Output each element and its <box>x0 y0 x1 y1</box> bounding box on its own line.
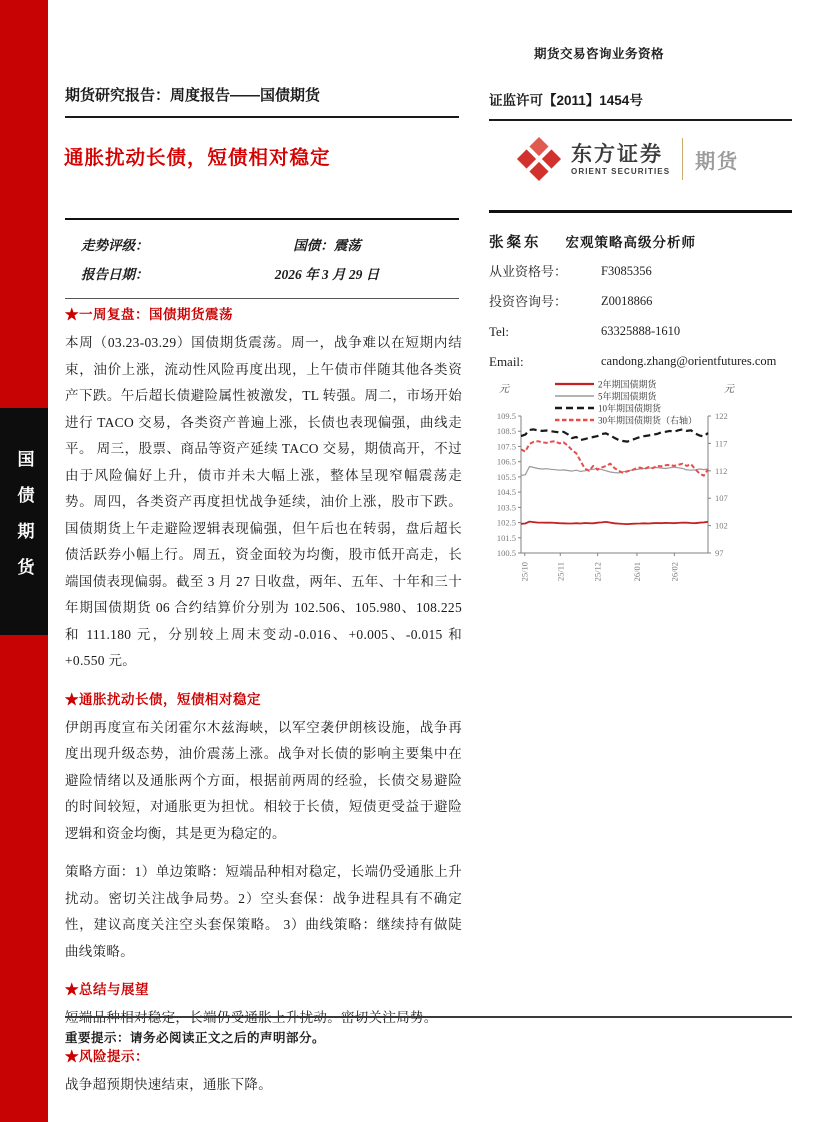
svg-text:26/01: 26/01 <box>631 562 642 582</box>
paragraph: 策略方面：1）单边策略：短端品种相对稳定，长端仍受通胀上升扰动。密切关注战争局势。2）空头套保：战争进程具有不确定性，建议高度关注空头套保策略。 3）曲线策略：继续持有做陡曲线策略。 <box>65 864 462 959</box>
report-type-heading: 期货研究报告：周度报告——国债期货 <box>65 84 459 118</box>
analyst-info-row <box>489 291 792 312</box>
analyst-name-row <box>489 231 792 252</box>
logo-suffix-label: 期货 <box>695 150 740 173</box>
svg-text:107: 107 <box>715 493 728 504</box>
logo-text-block <box>571 143 670 176</box>
svg-text:元: 元 <box>724 384 734 395</box>
svg-text:25/12: 25/12 <box>592 562 603 582</box>
svg-text:102.5: 102.5 <box>496 517 516 528</box>
analyst-tel-label: Tel: <box>489 324 510 339</box>
paragraph: 伊朗再度宣布关闭霍尔木兹海峡，以军空袭伊朗核设施，战争再度出现升级态势，油价震荡上涨。战争对长债的影响主要集中在避险情绪以及通胀两个方面，根据前两周的经验，长债交易避险的时间较短，对通胀更为担忧。相较于长债，短债更受益于避险逻辑和资金均衡，其是更为稳定的。 <box>65 719 462 841</box>
legend-label: 5年期国债期货 <box>598 391 657 402</box>
analyst-info-row <box>489 261 792 282</box>
section-risk-warning <box>65 1045 462 1099</box>
svg-text:元: 元 <box>499 384 509 395</box>
svg-text:103.5: 103.5 <box>496 502 516 513</box>
paragraph: 短端品种相对稳定，长端仍受通胀上升扰动。密切关注局势。 <box>65 1010 438 1025</box>
analyst-cert-value: F3085356 <box>601 264 652 278</box>
legend-label: 2年期国债期货 <box>598 379 657 390</box>
analyst-info-row <box>489 321 792 342</box>
rating-value: 国债：震荡 <box>293 238 361 253</box>
side-red-bar <box>0 0 48 1122</box>
section-heading: ★风险提示： <box>65 1048 149 1064</box>
svg-text:105.5: 105.5 <box>496 471 516 482</box>
rating-row <box>65 231 459 260</box>
analyst-panel <box>489 210 792 372</box>
svg-text:104.5: 104.5 <box>496 487 516 498</box>
legend-label: 10年期国债期货 <box>598 403 662 414</box>
svg-text:25/11: 25/11 <box>555 562 566 582</box>
chart-canvas <box>482 376 802 614</box>
footer-notice: 重要提示：请务必阅读正文之后的声明部分。 <box>65 1031 326 1045</box>
logo-name-cn: 东方证券 <box>571 142 663 166</box>
logo-name-en: ORIENT SECURITIES <box>571 166 671 176</box>
date-label: 报告日期： <box>81 267 149 282</box>
svg-text:107.5: 107.5 <box>496 441 516 452</box>
analyst-email-label: Email: <box>489 354 524 369</box>
section-heading: ★一周复盘：国债期货震荡 <box>65 307 233 322</box>
analyst-name: 张粲东 <box>489 235 542 251</box>
analyst-email-value: candong.zhang@orientfutures.com <box>601 354 777 368</box>
analyst-advisory-label: 投资咨询号： <box>489 294 568 309</box>
svg-text:26/02: 26/02 <box>669 562 680 582</box>
section-heading: ★总结与展望 <box>65 982 149 997</box>
svg-text:117: 117 <box>715 438 728 449</box>
paragraph: 本周（03.23-03.29）国债期货震荡。周一，战争难以在短期内结束，油价上涨，流动性风险再度出现，上午债市伴随其他各类资产下跌。午后超长债避险属性被激发，TL 转强。周二，市场开始进行 TACO 交易，各类资产普遍上涨，长债也表现偏强，曲线走平。 周三，股票、商品等资产延续 TACO 交易，期债高开，不过由于风险偏好上升，债市并未大幅上涨，整体呈现窄幅震荡走势。周四，各类资产再度担忧战争延续，油价上涨，股市下跌。国债期货上午走避险逻辑表现偏强，但午后也在转弱，盘后超长债活跃券小幅上行。周五，资金面较为均衡，股市低开高走，长端国债表现偏弱。截至 3 月 27 日收盘，两年、五年、十年和三十年期国债期货 06 合约结算价分别为 102.506、105.980、108.225 和 111.180 元，分别较上周末变动-0.016、+0.005、-0.015 和+0.550 元。 <box>65 335 462 668</box>
side-category-box <box>0 408 48 635</box>
section-heading: ★通胀扰动长债，短债相对稳定 <box>65 691 261 707</box>
analyst-tel-value: 63325888-1610 <box>601 324 681 338</box>
qualification-text: 期货交易咨询业务资格 <box>534 47 665 61</box>
date-value: 2026 年 3 月 29 日 <box>274 267 380 282</box>
analyst-advisory-value: Z0018866 <box>601 294 653 308</box>
svg-text:102: 102 <box>715 520 728 531</box>
section-weekly-review <box>65 303 462 675</box>
orient-securities-logo-icon <box>516 136 562 182</box>
analyst-cert-label: 从业资格号： <box>489 264 568 279</box>
svg-text:101.5: 101.5 <box>496 532 516 543</box>
svg-text:100.5: 100.5 <box>496 548 516 558</box>
report-meta-table <box>65 218 459 299</box>
svg-text:97: 97 <box>715 548 724 558</box>
svg-text:112: 112 <box>715 465 728 476</box>
section-inflation-view <box>65 688 462 966</box>
bond-futures-price-chart <box>482 376 802 614</box>
report-body <box>65 290 462 1110</box>
brand-logo <box>516 136 739 182</box>
side-category-label: 国债期货 <box>14 449 34 594</box>
svg-text:109.5: 109.5 <box>496 411 516 421</box>
report-title: 通胀扰动长债，短债相对稳定 <box>64 147 331 169</box>
date-row <box>65 260 459 289</box>
analyst-title: 宏观策略高级分析师 <box>565 235 696 250</box>
svg-text:108.5: 108.5 <box>496 426 516 437</box>
rating-label: 走势评级： <box>81 238 149 253</box>
legend-label: 30年期国债期货（右轴） <box>598 415 698 426</box>
license-number: 证监许可【2011】1454号 <box>489 89 792 121</box>
svg-text:122: 122 <box>715 411 728 421</box>
svg-text:25/10: 25/10 <box>519 562 530 582</box>
logo-divider <box>682 138 683 180</box>
footer <box>65 1016 792 1046</box>
svg-text:106.5: 106.5 <box>496 456 516 467</box>
paragraph: 战争超预期快速结束，通胀下降。 <box>65 1076 272 1092</box>
analyst-info-row <box>489 351 792 372</box>
